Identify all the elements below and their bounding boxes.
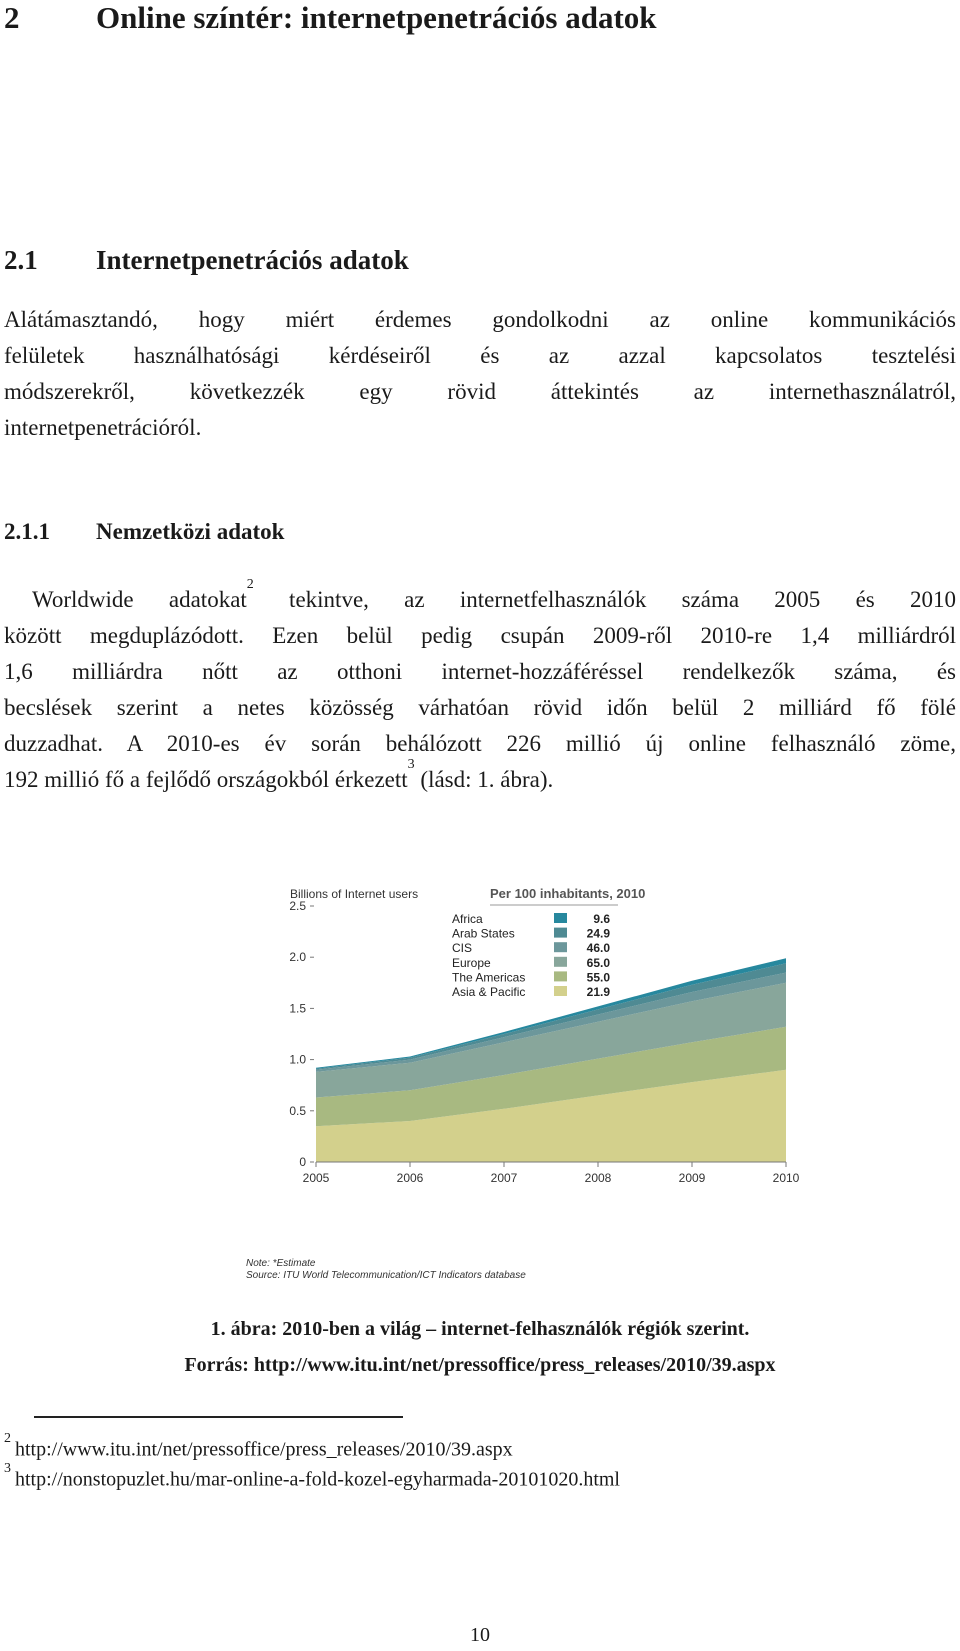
y-tick-label: 1.0 [289, 1052, 306, 1067]
body-line [4, 577, 956, 618]
footnote-3 [4, 1462, 620, 1493]
legend-swatch [554, 986, 567, 996]
y-tick-label: 1.5 [289, 1001, 306, 1016]
figure-caption: 1. ábra: 2010-ben a világ – internet-felhasználók régiók szerint. [210, 1318, 750, 1340]
section-heading [4, 244, 409, 276]
figure-source[interactable]: Forrás: http://www.itu.int/net/pressoffice/press_releases/2010/39.aspx [184, 1354, 776, 1376]
legend-value: 55.0 [586, 970, 610, 985]
x-tick-label: 2009 [678, 1171, 706, 1185]
body-line: duzzadhat. A 2010-es év során behálózott 226 millió új online felhasználó zöme, [4, 731, 956, 756]
y-tick-label: 2.5 [289, 899, 306, 913]
x-tick-label: 2007 [490, 1171, 518, 1185]
internet-users-chart [238, 876, 820, 1299]
body-line [4, 757, 956, 798]
x-tick-label: 2006 [396, 1171, 424, 1185]
legend-swatch [554, 971, 567, 981]
x-tick-label: 2008 [584, 1171, 612, 1185]
legend-swatch [554, 942, 567, 952]
legend-label: Asia & Pacific [452, 985, 526, 999]
section-number: 2.1 [4, 245, 38, 275]
body-line: 1,6 milliárdra nőtt az otthoni internet-hozzáféréssel rendelkezők száma, és [4, 659, 956, 684]
y-tick-label: 2.0 [289, 950, 306, 965]
intro-paragraph [4, 302, 956, 446]
chart-note: Note: *Estimate [246, 1258, 316, 1269]
chapter-heading [4, 0, 657, 36]
legend-label: Europe [452, 955, 491, 970]
body-text: Worldwide adatokat [32, 587, 247, 612]
body-text: tekintve, az internetfelhasználók száma 2005 és 2010 [253, 587, 956, 612]
subsection-heading [4, 518, 284, 546]
x-tick-label: 2005 [302, 1171, 330, 1185]
legend-label: Arab States [452, 926, 515, 941]
intro-line: internetpenetrációról. [4, 415, 202, 440]
legend-label: The Americas [452, 970, 526, 985]
section-title: Internetpenetrációs adatok [96, 245, 409, 275]
intro-line: felületek használhatósági kérdéseiről és az azzal kapcsolatos tesztelési [4, 343, 956, 368]
legend-label: Africa [452, 912, 483, 926]
legend-label: CIS [452, 941, 473, 956]
chapter-number: 2 [4, 0, 20, 35]
legend-value: 21.9 [586, 985, 610, 999]
y-axis-label: Billions of Internet users [290, 887, 419, 901]
body-text: (lásd: 1. ábra). [414, 767, 554, 792]
legend-value: 24.9 [586, 926, 610, 941]
legend-value: 9.6 [593, 912, 610, 926]
footnote-ref-3[interactable]: 3 [407, 757, 415, 772]
y-tick-label: 0.5 [289, 1103, 306, 1118]
footnote-link[interactable]: http://www.itu.int/net/pressoffice/press_releases/2010/39.aspx [15, 1438, 513, 1461]
footnote-ref-2[interactable]: 2 [246, 577, 254, 592]
body-paragraph [4, 577, 956, 798]
legend-swatch [554, 928, 567, 938]
y-tick-label: 0 [299, 1155, 306, 1169]
intro-line: Alátámasztandó, hogy miért érdemes gondolkodni az online kommunikációs [4, 307, 956, 332]
legend-value: 46.0 [586, 941, 610, 956]
body-text: 192 millió fő a fejlődő országokból érkezett [4, 767, 408, 792]
legend-title: Per 100 inhabitants, 2010 [490, 886, 646, 901]
legend-swatch [554, 957, 567, 967]
footnote-link[interactable]: http://nonstopuzlet.hu/mar-online-a-fold-kozel-egyharmada-20101020.html [15, 1468, 620, 1491]
footnote-number: 2 [4, 1431, 11, 1446]
page-number: 10 [470, 1624, 490, 1646]
subsection-title: Nemzetközi adatok [96, 519, 285, 544]
legend-swatch [554, 913, 567, 923]
body-line: becslések szerint a netes közösség várhatóan rövid időn belül 2 milliárd fő fölé [4, 695, 956, 720]
footnote-separator [34, 1416, 403, 1418]
footnote-2 [4, 1432, 513, 1463]
footnote-number: 3 [4, 1461, 11, 1476]
chart-canvas [238, 876, 820, 1299]
body-line: között megduplázódott. Ezen belül pedig csupán 2009-ről 2010-re 1,4 milliárdról [4, 623, 956, 648]
subsection-number: 2.1.1 [4, 519, 50, 544]
intro-line: módszerekről, következzék egy rövid áttekintés az internethasználatról, [4, 379, 956, 404]
chapter-title: Online színtér: internetpenetrációs adatok [96, 0, 657, 35]
legend-value: 65.0 [586, 955, 610, 970]
chart-source: Source: ITU World Telecommunication/ICT Indicators database [246, 1270, 526, 1281]
x-tick-label: 2010 [772, 1171, 800, 1185]
